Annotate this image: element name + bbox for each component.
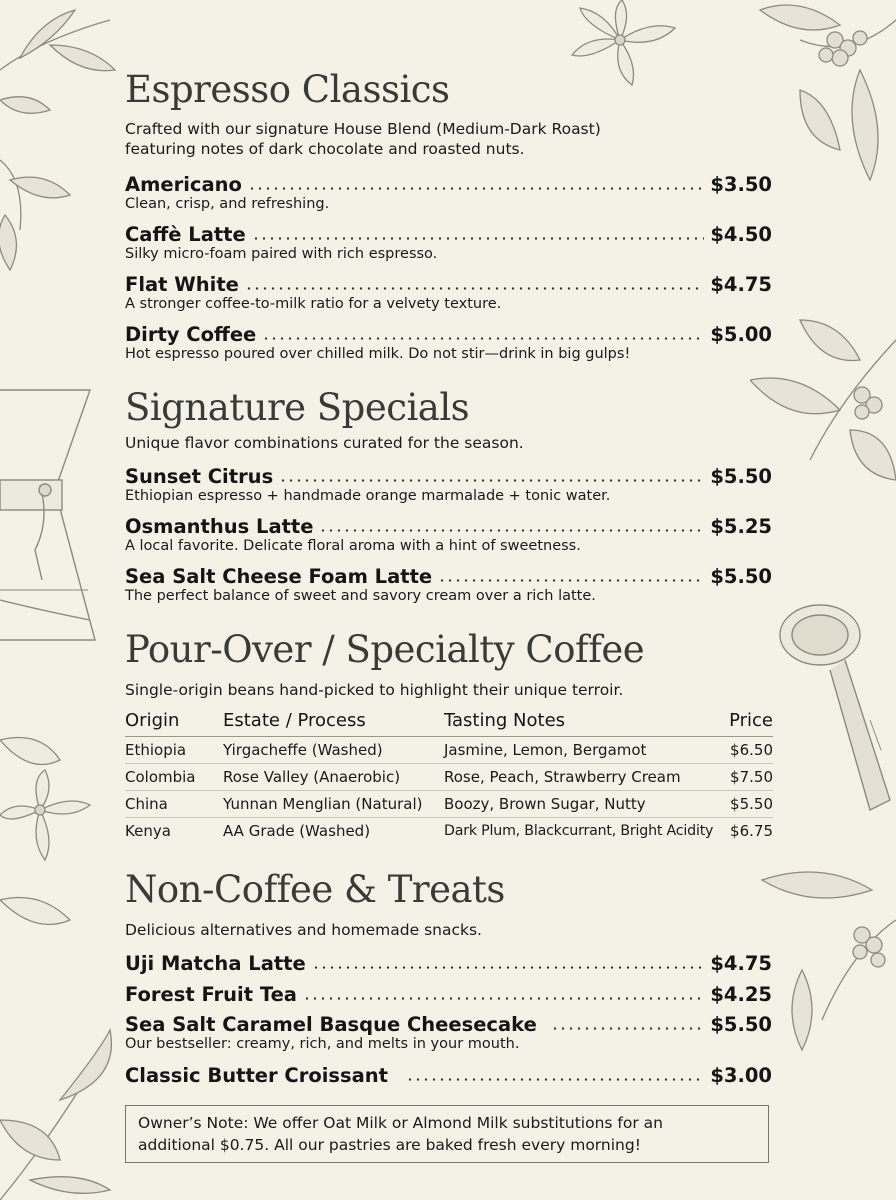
dot-leader — [406, 1078, 704, 1081]
section-desc-line: featuring notes of dark chocolate and roasted nuts. — [125, 140, 525, 158]
pourover-table — [125, 708, 773, 844]
leaf-sprig-icon — [0, 1020, 130, 1200]
menu-item — [125, 1010, 772, 1036]
item-description: Clean, crisp, and refreshing. — [125, 196, 330, 212]
dot-leader — [312, 966, 705, 969]
item-description: Silky micro-foam paired with rich espresso. — [125, 246, 438, 262]
item-name: Uji Matcha Latte — [125, 952, 306, 975]
section-desc-line: Crafted with our signature House Blend (Medium-Dark Roast) — [125, 120, 601, 138]
note-line: Owner’s Note: We offer Oat Milk or Almond Milk substitutions for an — [138, 1114, 663, 1132]
col-header-estate: Estate / Process — [223, 708, 444, 737]
menu-item — [125, 1061, 772, 1087]
portafilter-icon — [775, 600, 896, 860]
dot-leader — [303, 997, 704, 1000]
cell-estate: Rose Valley (Anaerobic) — [223, 764, 444, 791]
item-description: Ethiopian espresso + handmade orange marmalade + tonic water. — [125, 488, 611, 504]
col-header-origin: Origin — [125, 708, 223, 737]
item-description: A stronger coffee-to-milk ratio for a velvety texture. — [125, 296, 502, 312]
item-description: A local favorite. Delicate floral aroma with a hint of sweetness. — [125, 538, 581, 554]
cell-origin: Ethiopia — [125, 737, 223, 764]
dot-leader — [279, 479, 704, 482]
menu-item — [125, 170, 772, 196]
item-name: Classic Butter Croissant — [125, 1064, 389, 1087]
note-line: additional $0.75. All our pastries are baked fresh every morning! — [138, 1136, 641, 1154]
chemex-icon — [0, 380, 100, 660]
item-name: Osmanthus Latte — [125, 515, 314, 538]
item-price: $4.50 — [710, 223, 772, 246]
item-description: Hot espresso poured over chilled milk. Do not stir—drink in big gulps! — [125, 346, 631, 362]
dot-leader — [248, 187, 704, 190]
menu-item — [125, 220, 772, 246]
cell-origin: Kenya — [125, 822, 171, 840]
section-title-signature: Signature Specials — [125, 386, 470, 429]
section-desc-pourover: Single-origin beans hand-picked to highlight their unique terroir. — [125, 681, 624, 699]
item-description: The perfect balance of sweet and savory cream over a rich latte. — [125, 588, 596, 604]
menu-item — [125, 270, 772, 296]
flower-icon — [0, 700, 100, 950]
item-name: Caffè Latte — [125, 223, 246, 246]
cell-notes: Jasmine, Lemon, Bergamot — [444, 737, 727, 764]
menu-item — [125, 562, 772, 588]
dot-leader — [319, 529, 704, 532]
cell-notes: Dark Plum, Blackcurrant, Bright Acidity — [444, 823, 714, 839]
cell-origin: Colombia — [125, 764, 223, 791]
section-desc-noncoffee: Delicious alternatives and homemade snacks. — [125, 921, 482, 939]
cell-estate: Yirgacheffe (Washed) — [223, 737, 444, 764]
section-desc-signature: Unique flavor combinations curated for the season. — [125, 434, 524, 452]
owners-note — [125, 1105, 769, 1163]
cell-price: $6.50 — [727, 737, 773, 764]
table-header-row — [125, 708, 773, 737]
item-price: $5.50 — [710, 565, 772, 588]
item-name: Flat White — [125, 273, 239, 296]
cell-price: $6.75 — [730, 822, 773, 840]
dot-leader — [438, 579, 704, 582]
table-row — [125, 818, 773, 845]
menu-item — [125, 462, 772, 488]
item-price: $5.50 — [710, 465, 772, 488]
item-price: $4.75 — [710, 273, 772, 296]
dot-leader — [252, 237, 705, 240]
table-row — [125, 791, 773, 818]
item-price: $4.25 — [710, 983, 772, 1006]
section-title-pourover: Pour-Over / Specialty Coffee — [125, 628, 645, 671]
menu-item — [125, 949, 772, 975]
item-name: Americano — [125, 173, 242, 196]
section-title-espresso: Espresso Classics — [125, 68, 450, 111]
dot-leader — [262, 337, 704, 340]
menu-item — [125, 320, 772, 346]
item-description: Our bestseller: creamy, rich, and melts in your mouth. — [125, 1036, 520, 1052]
item-price: $4.75 — [710, 952, 772, 975]
section-desc-espresso — [125, 119, 775, 159]
cell-estate: Yunnan Menglian (Natural) — [223, 791, 444, 818]
item-name: Forest Fruit Tea — [125, 983, 297, 1006]
cell-notes: Boozy, Brown Sugar, Nutty — [444, 791, 727, 818]
item-price: $5.25 — [710, 515, 772, 538]
cell-estate: AA Grade (Washed) — [223, 822, 371, 840]
item-name: Sunset Citrus — [125, 465, 274, 488]
item-price: $3.00 — [710, 1064, 772, 1087]
menu-item — [125, 512, 772, 538]
item-price: $5.00 — [710, 323, 772, 346]
col-header-notes: Tasting Notes — [444, 708, 727, 737]
item-name: Sea Salt Caramel Basque Cheesecake — [125, 1013, 537, 1036]
item-name: Sea Salt Cheese Foam Latte — [125, 565, 433, 588]
item-name: Dirty Coffee — [125, 323, 257, 346]
coffee-cherry-branch-icon — [752, 860, 896, 1060]
section-title-noncoffee: Non-Coffee & Treats — [125, 868, 505, 911]
cell-price: $5.50 — [727, 791, 773, 818]
col-header-price: Price — [727, 708, 773, 737]
item-price: $5.50 — [710, 1013, 772, 1036]
item-price: $3.50 — [710, 173, 772, 196]
cell-origin: China — [125, 791, 223, 818]
flower-icon — [560, 0, 680, 90]
table-row — [125, 764, 773, 791]
cell-notes: Rose, Peach, Strawberry Cream — [444, 764, 727, 791]
leaf-sprig-icon — [0, 0, 130, 300]
dot-leader — [245, 287, 704, 290]
table-row — [125, 737, 773, 764]
menu-item — [125, 980, 772, 1006]
cell-price: $7.50 — [727, 764, 773, 791]
dot-leader — [551, 1027, 704, 1030]
